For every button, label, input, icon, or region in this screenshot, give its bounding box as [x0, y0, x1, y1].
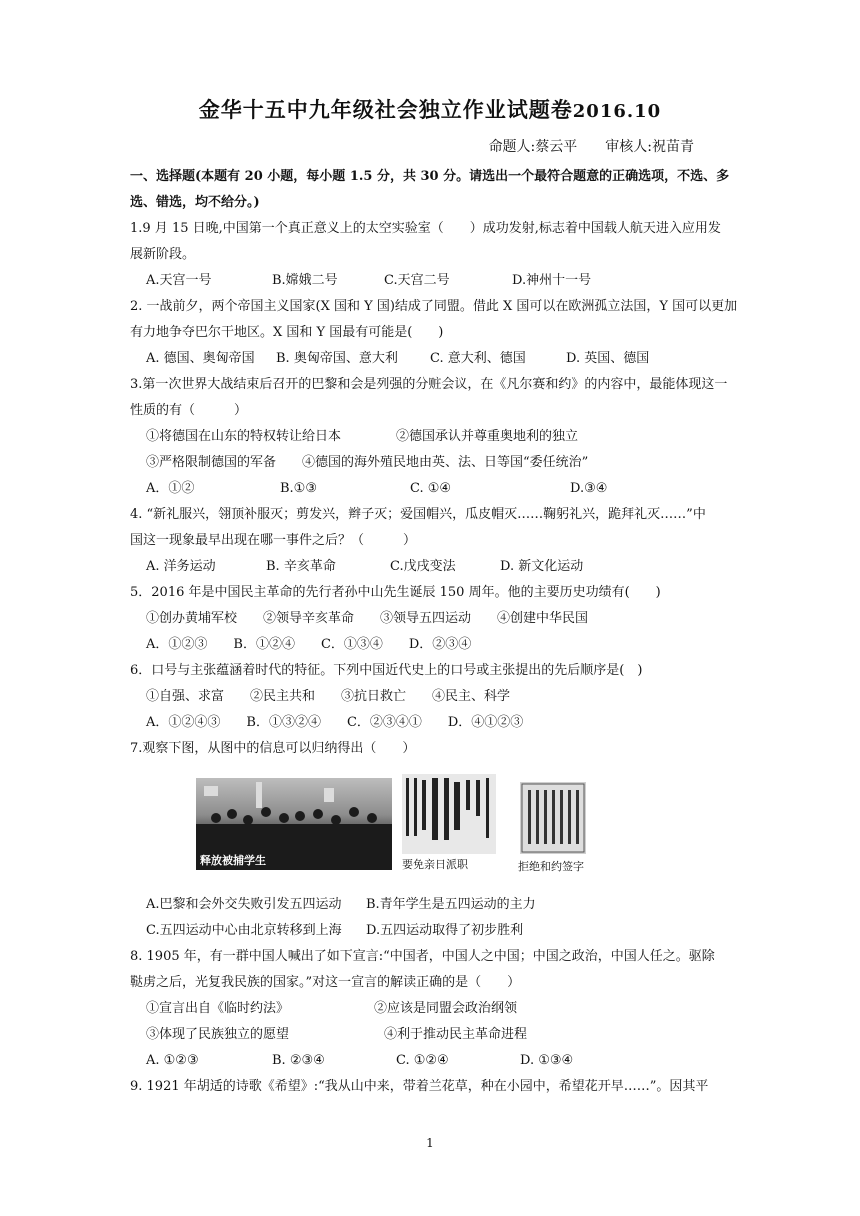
q4-option-c: C.戊戌变法: [390, 559, 456, 574]
section-heading-cont: 选、错选，均不给分。): [130, 195, 260, 210]
q3-statement-3: ③严格限制德国的军备 ④德国的海外殖民地由英、法、日等国“委任统治”: [146, 455, 589, 470]
question-4-cont: 国这一现象最早出现在哪一事件之后？（ ）: [130, 533, 417, 548]
q4-option-b: B. 辛亥革命: [266, 559, 336, 574]
question-1: 1.9 月 15 日晚,中国第一个真正意义上的太空实验室（ ）成功发射,标志着中国载人航天进入应用发: [130, 221, 721, 236]
q2-option-d: D. 英国、德国: [566, 351, 650, 366]
q2-option-c: C. 意大利、德国: [430, 351, 526, 366]
photo-crowd: [196, 778, 392, 870]
title-text: 金华十五中九年级社会独立作业试题卷: [198, 97, 573, 122]
question-8: 8. 1905 年，有一群中国人喊出了如下宣言:“中国者，中国人之中国；中国之政治，中国人任之。驱除: [130, 949, 715, 964]
question-3: 3.第一次世界大战结束后召开的巴黎和会是列强的分赃会议，在《凡尔赛和约》的内容中，最能体现这一: [130, 377, 728, 392]
q8-statement-1: ①宣言出自《临时约法》: [146, 1001, 290, 1016]
question-6: 6．口号与主张蕴涵着时代的特征。下列中国近代史上的口号或主张提出的先后顺序是( ): [130, 663, 643, 678]
q5-statements: ①创办黄埔军校 ②领导辛亥革命 ③领导五四运动 ④创建中华民国: [146, 611, 589, 626]
q4-option-d: D. 新文化运动: [500, 559, 584, 574]
q7-option-d: D.五四运动取得了初步胜利: [366, 923, 524, 938]
author-name: 命题人:蔡云平: [488, 139, 578, 155]
newspaper-image: [402, 774, 496, 854]
question-3-cont: 性质的有（ ）: [130, 403, 248, 418]
q8-option-d: D. ①③④: [520, 1053, 574, 1068]
q3-option-b: B.①③: [280, 481, 317, 496]
q7-option-a: A.巴黎和会外交失败引发五四运动: [146, 897, 342, 912]
q1-option-c: C.天宫二号: [384, 273, 450, 288]
q6-options: A．①②④③ B．①③②④ C．②③④① D．④①②③: [146, 715, 524, 730]
page-title: [0, 94, 860, 124]
question-7: 7.观察下图，从图中的信息可以归纳得出（ ）: [130, 741, 416, 756]
q5-options: A．①②③ B．①②④ C．①③④ D．②③④: [146, 637, 472, 652]
q8-option-c: C. ①②④: [396, 1053, 449, 1068]
question-5: 5．2016 年是中国民主革命的先行者孙中山先生诞辰 150 周年。他的主要历史功绩有( ): [130, 585, 661, 600]
question-9: 9. 1921 年胡适的诗歌《希望》:“我从山中来，带着兰花草，种在小园中，希望花开早……”。因其平: [130, 1079, 709, 1094]
q3-statement-1: ①将德国在山东的特权转让给日本: [146, 429, 342, 444]
q8-statement-4: ④利于推动民主革命进程: [384, 1027, 528, 1042]
q3-option-a: A．①②: [146, 481, 195, 496]
q8-option-b: B. ②③④: [272, 1053, 325, 1068]
q2-option-b: B. 奥匈帝国、意大利: [276, 351, 398, 366]
question-2: 2. 一战前夕，两个帝国主义国家(X 国和 Y 国)结成了同盟。借此 X 国可以在欧洲孤立法国，Y 国可以更加: [130, 299, 738, 314]
q8-statement-3: ③体现了民族独立的愿望: [146, 1027, 290, 1042]
q3-option-c: C. ①④: [410, 481, 452, 496]
photo-newspaper: [402, 774, 496, 854]
title-year: 2016.10: [572, 101, 662, 122]
question-4: 4. “新礼服兴，翎顶补服灭；剪发兴，辫子灭；爱国帽兴，瓜皮帽灭……鞠躬礼兴，跪拜礼灭……”中: [130, 507, 706, 522]
q8-statement-2: ②应该是同盟会政治纲领: [374, 1001, 518, 1016]
photo-caption-1: 释放被捕学生: [200, 854, 266, 867]
q4-option-a: A. 洋务运动: [146, 559, 216, 574]
q6-statements: ①自强、求富 ②民主共和 ③抗日救亡 ④民主、科学: [146, 689, 511, 704]
photo-document: [520, 782, 586, 854]
q1-option-d: D.神州十一号: [512, 273, 592, 288]
question-2-cont: 有力地争夺巴尔干地区。X 国和 Y 国最有可能是( ): [130, 325, 444, 340]
q3-statement-2: ②德国承认并尊重奥地利的独立: [396, 429, 579, 444]
q3-option-d: D.③④: [570, 481, 608, 496]
document-image: [520, 782, 586, 854]
q8-option-a: A. ①②③: [146, 1053, 199, 1068]
page-number: 1: [426, 1136, 434, 1150]
photo-caption-3: 拒绝和约签字: [518, 860, 584, 873]
section-heading: 一、选择题(本题有 20 小题，每小题 1.5 分，共 30 分。请选出一个最符合题意的正确选项，不选、多: [130, 169, 730, 184]
question-1-cont: 展新阶段。: [130, 247, 196, 262]
q1-option-a: A.天宫一号: [146, 273, 212, 288]
may-fourth-photos: [196, 772, 776, 872]
q2-option-a: A. 德国、奥匈帝国: [146, 351, 255, 366]
question-8-cont: 鞑虏之后，光复我民族的国家。”对这一宣言的解读正确的是（ ）: [130, 975, 521, 990]
reviewer-name: 审核人:祝苗青: [605, 139, 694, 155]
author-line: [489, 136, 694, 156]
q7-option-c: C.五四运动中心由北京转移到上海: [146, 923, 342, 938]
q7-option-b: B.青年学生是五四运动的主力: [366, 897, 536, 912]
q1-option-b: B.嫦娥二号: [272, 273, 338, 288]
photo-caption-2: 要免亲日派职: [402, 858, 468, 871]
